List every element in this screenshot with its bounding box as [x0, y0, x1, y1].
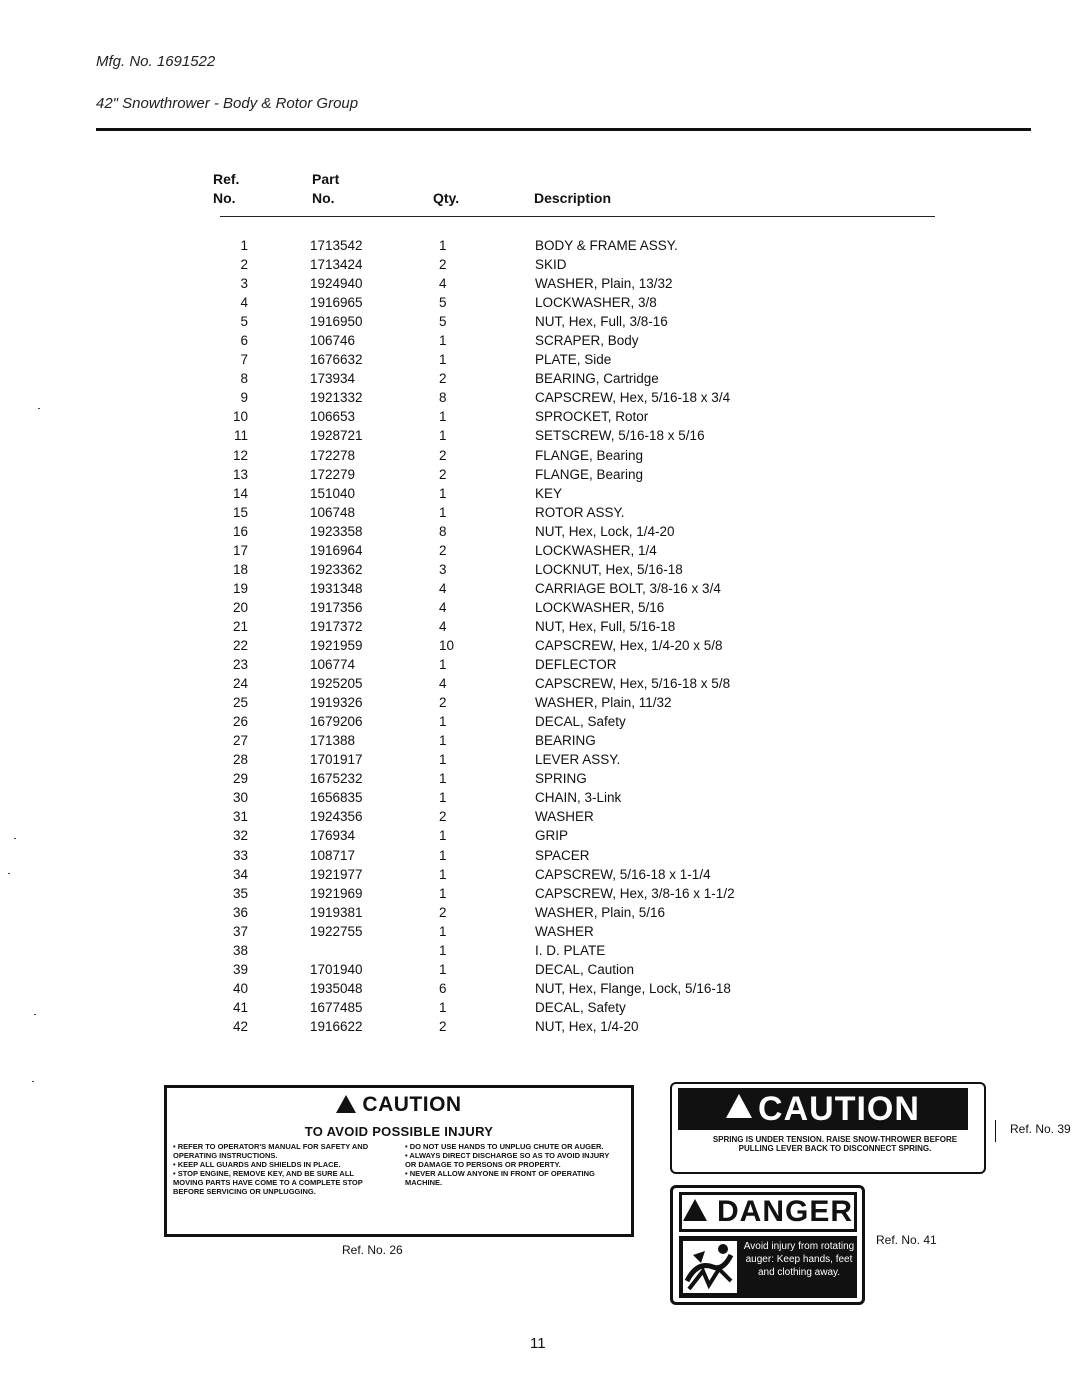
caution-right-column: [405, 1142, 617, 1187]
col-header-part-1: Part: [312, 171, 340, 187]
ref-cell: 5: [240, 314, 248, 330]
table-row: [210, 314, 810, 333]
ref-cell: 38: [232, 942, 248, 958]
ref-cell: 27: [232, 733, 248, 749]
qty-cell: 1: [439, 942, 447, 958]
scan-speck: [38, 408, 40, 409]
ref-cell: 18: [232, 561, 248, 577]
description-cell: CHAIN, 3-Link: [535, 790, 622, 806]
ref-cell: 8: [240, 371, 248, 387]
part-number-cell: 1916622: [310, 1018, 363, 1034]
table-row: [210, 657, 810, 676]
description-cell: SPRING: [535, 771, 587, 787]
col-header-ref-2: No.: [213, 190, 236, 206]
ref-cell: 32: [232, 828, 248, 844]
table-row: [210, 752, 810, 771]
description-cell: SETSCREW, 5/16-18 x 5/16: [535, 428, 705, 444]
part-number-cell: 1916950: [310, 314, 363, 330]
qty-cell: 1: [439, 790, 447, 806]
scan-speck: [34, 1014, 36, 1015]
qty-cell: 1: [439, 847, 447, 863]
qty-cell: 1: [439, 333, 447, 349]
qty-cell: 3: [439, 561, 447, 577]
ref-cell: 29: [232, 771, 248, 787]
scan-speck: [14, 838, 16, 839]
part-number-cell: 1677485: [310, 999, 363, 1015]
part-number-cell: 1923358: [310, 523, 363, 539]
table-row: [210, 600, 810, 619]
part-number-cell: 106653: [310, 409, 356, 425]
table-row: [210, 409, 810, 428]
qty-cell: 1: [439, 428, 447, 444]
part-number-cell: 1713424: [310, 257, 363, 273]
part-number-cell: 151040: [310, 485, 356, 501]
ref-cell: 14: [232, 485, 248, 501]
ref-cell: 23: [232, 657, 248, 673]
description-cell: CAPSCREW, 5/16-18 x 1-1/4: [535, 866, 711, 882]
warning-triangle-icon: [336, 1095, 356, 1113]
table-row: [210, 524, 810, 543]
table-row: [210, 352, 810, 371]
description-cell: LEVER ASSY.: [535, 752, 621, 768]
ref-cell: 16: [232, 523, 248, 539]
part-number-cell: 1935048: [310, 980, 363, 996]
description-cell: GRIP: [535, 828, 569, 844]
qty-cell: 2: [439, 1018, 447, 1034]
ref-cell: 26: [232, 714, 248, 730]
part-number-cell: 1679206: [310, 714, 363, 730]
description-cell: NUT, Hex, Lock, 1/4-20: [535, 523, 675, 539]
ref-cell: 4: [240, 295, 248, 311]
description-cell: NUT, Hex, 1/4-20: [535, 1018, 639, 1034]
part-number-cell: 1921969: [310, 885, 363, 901]
description-cell: FLANGE, Bearing: [535, 466, 644, 482]
table-row: [210, 428, 810, 447]
part-number-cell: 1917372: [310, 618, 363, 634]
part-number-cell: 1675232: [310, 771, 363, 787]
table-row: [210, 257, 810, 276]
page-title: 42" Snowthrower - Body & Rotor Group: [96, 95, 359, 112]
table-row: [210, 809, 810, 828]
table-row: [210, 486, 810, 505]
ref-cell: 28: [232, 752, 248, 768]
qty-cell: 4: [439, 580, 447, 596]
table-row: [210, 886, 810, 905]
ref-cell: 17: [232, 542, 248, 558]
table-row: [210, 619, 810, 638]
part-number-cell: 1676632: [310, 352, 363, 368]
description-cell: CAPSCREW, Hex, 3/8-16 x 1-1/2: [535, 885, 735, 901]
part-number-cell: 1701917: [310, 752, 363, 768]
qty-cell: 4: [439, 618, 447, 634]
description-cell: FLANGE, Bearing: [535, 447, 644, 463]
ref-cell: 42: [232, 1018, 248, 1034]
table-row: [210, 848, 810, 867]
qty-cell: 1: [439, 752, 447, 768]
caution-heading: CAUTION: [167, 1093, 631, 1117]
qty-cell: 2: [439, 466, 447, 482]
scan-speck: [8, 873, 10, 874]
table-row: [210, 943, 810, 962]
description-cell: BODY & FRAME ASSY.: [535, 238, 678, 253]
col-header-qty: Qty.: [433, 190, 460, 206]
description-cell: LOCKNUT, Hex, 5/16-18: [535, 561, 683, 577]
table-row: [210, 295, 810, 314]
table-row: [210, 581, 810, 600]
ref-cell: 31: [232, 809, 248, 825]
ref-cell: 30: [232, 790, 248, 806]
part-number-cell: 108717: [310, 847, 356, 863]
auger-hazard-icon: [683, 1241, 737, 1293]
caution-item: • STOP ENGINE, REMOVE KEY, AND BE SURE ALL MOVING PARTS HAVE COME TO A COMPLETE STOP BEFORE SERVICING OR UNPLUGGING.: [173, 1169, 363, 1196]
qty-cell: 1: [439, 733, 447, 749]
qty-cell: 6: [439, 980, 447, 996]
description-cell: LOCKWASHER, 3/8: [535, 295, 657, 311]
part-number-cell: 1922755: [310, 923, 363, 939]
ref-cell: 2: [240, 257, 248, 273]
table-row: [210, 1000, 810, 1019]
part-number-cell: 1923362: [310, 561, 363, 577]
col-header-part-2: No.: [312, 190, 335, 206]
description-cell: KEY: [535, 485, 563, 501]
table-row: [210, 562, 810, 581]
qty-cell: 2: [439, 257, 447, 273]
caution-left-column: [173, 1142, 385, 1196]
qty-cell: 1: [439, 504, 447, 520]
description-cell: WASHER, Plain, 5/16: [535, 904, 666, 920]
table-row: [210, 695, 810, 714]
table-row: [210, 390, 810, 409]
ref-cell: 36: [232, 904, 248, 920]
part-number-cell: 106774: [310, 657, 356, 673]
description-cell: WASHER, Plain, 11/32: [535, 695, 672, 711]
qty-cell: 1: [439, 961, 447, 977]
ref-cell: 6: [240, 333, 248, 349]
table-row: [210, 1019, 810, 1038]
danger-heading: DANGER: [679, 1192, 857, 1232]
table-row: [210, 467, 810, 486]
description-cell: BEARING: [535, 733, 596, 749]
qty-cell: 10: [439, 637, 455, 653]
ref-cell: 11: [233, 428, 248, 444]
qty-cell: 1: [439, 238, 447, 253]
description-cell: NUT, Hex, Flange, Lock, 5/16-18: [535, 980, 731, 996]
description-cell: CAPSCREW, Hex, 5/16-18 x 5/8: [535, 676, 731, 692]
col-header-ref-1: Ref.: [213, 171, 240, 187]
qty-cell: 8: [439, 390, 447, 406]
table-row: [210, 981, 810, 1000]
header-divider: [220, 216, 935, 217]
table-row: [210, 543, 810, 562]
qty-cell: 2: [439, 695, 447, 711]
parts-list: [210, 238, 810, 1038]
table-row: [210, 448, 810, 467]
table-row: [210, 867, 810, 886]
part-number-cell: 173934: [310, 371, 356, 387]
part-number-cell: 1921977: [310, 866, 363, 882]
table-row: [210, 371, 810, 390]
danger-decal-41: [670, 1185, 865, 1305]
ref-cell: 40: [232, 980, 248, 996]
ref-cell: 25: [232, 695, 248, 711]
part-number-cell: 1656835: [310, 790, 363, 806]
manufacturer-number: Mfg. No. 1691522: [96, 53, 216, 70]
description-cell: CARRIAGE BOLT, 3/8-16 x 3/4: [535, 580, 721, 596]
description-cell: DEFLECTOR: [535, 657, 617, 673]
part-number-cell: 106746: [310, 333, 356, 349]
part-number-cell: 171388: [310, 733, 356, 749]
caution-decal-26: [164, 1085, 634, 1237]
description-cell: NUT, Hex, Full, 5/16-18: [535, 618, 676, 634]
qty-cell: 4: [439, 599, 447, 615]
qty-cell: 4: [439, 276, 447, 292]
ref-cell: 3: [240, 276, 248, 292]
table-row: [210, 733, 810, 752]
description-cell: SKID: [535, 257, 567, 273]
qty-cell: 8: [439, 523, 447, 539]
warning-triangle-icon: [683, 1199, 707, 1221]
description-cell: LOCKWASHER, 1/4: [535, 542, 657, 558]
description-cell: SPACER: [535, 847, 590, 863]
page-number: 11: [530, 1335, 546, 1352]
part-number-cell: 106748: [310, 504, 356, 520]
ref-cell: 34: [232, 866, 248, 882]
ref-cell: 15: [232, 504, 248, 520]
qty-cell: 5: [439, 295, 447, 311]
table-row: [210, 924, 810, 943]
part-number-cell: 176934: [310, 828, 356, 844]
col-header-description: Description: [534, 190, 612, 206]
ref-cell: 24: [232, 676, 248, 692]
qty-cell: 2: [439, 542, 447, 558]
warning-triangle-icon: [726, 1094, 752, 1118]
ref-cell: 33: [232, 847, 248, 863]
ref-cell: 37: [232, 923, 248, 939]
description-cell: WASHER, Plain, 13/32: [535, 276, 673, 292]
ref-cell: 10: [232, 409, 248, 425]
part-number-cell: 1701940: [310, 961, 363, 977]
qty-cell: 1: [439, 771, 447, 787]
caution-item: • KEEP ALL GUARDS AND SHIELDS IN PLACE.: [173, 1160, 341, 1169]
ref-cell: 35: [232, 885, 248, 901]
top-divider: [96, 128, 1031, 131]
qty-cell: 2: [439, 371, 447, 387]
caution-item: • NEVER ALLOW ANYONE IN FRONT OF OPERATING MACHINE.: [405, 1169, 595, 1187]
part-number-cell: 1928721: [310, 428, 363, 444]
decal-ref-39: Ref. No. 39: [1010, 1122, 1071, 1136]
scan-speck: [32, 1081, 34, 1082]
part-number-cell: 1924940: [310, 276, 363, 292]
caution-spring-text: SPRING IS UNDER TENSION. RAISE SNOW-THROWER BEFORE PULLING LEVER BACK TO DISCONNECT SPRING.: [712, 1135, 958, 1153]
part-number-cell: 1924356: [310, 809, 363, 825]
danger-text: Avoid injury from rotating auger: Keep hands, feet and clothing away.: [743, 1241, 855, 1278]
caution-item: • ALWAYS DIRECT DISCHARGE SO AS TO AVOID INJURY OR DAMAGE TO PERSONS OR PROPERTY.: [405, 1151, 610, 1169]
part-number-cell: 1921332: [310, 390, 363, 406]
qty-cell: 1: [439, 714, 447, 730]
danger-body: [679, 1236, 857, 1298]
ref-cell: 20: [232, 599, 248, 615]
ref-cell: 12: [232, 447, 248, 463]
part-number-cell: 1916965: [310, 295, 363, 311]
description-cell: DECAL, Safety: [535, 714, 626, 730]
ref-cell: 19: [232, 580, 248, 596]
caution-item: • REFER TO OPERATOR'S MANUAL FOR SAFETY AND OPERATING INSTRUCTIONS.: [173, 1142, 369, 1160]
part-number-cell: 1921959: [310, 637, 363, 653]
qty-cell: 1: [439, 409, 447, 425]
caution-item: • DO NOT USE HANDS TO UNPLUG CHUTE OR AUGER.: [405, 1142, 604, 1151]
description-cell: DECAL, Safety: [535, 999, 626, 1015]
qty-cell: 1: [439, 657, 447, 673]
description-cell: LOCKWASHER, 5/16: [535, 599, 665, 615]
qty-cell: 1: [439, 828, 447, 844]
caution-banner: CAUTION: [678, 1088, 968, 1130]
qty-cell: 2: [439, 904, 447, 920]
decal-ref-41: Ref. No. 41: [876, 1233, 937, 1247]
table-row: [210, 905, 810, 924]
description-cell: DECAL, Caution: [535, 961, 635, 977]
qty-cell: 5: [439, 314, 447, 330]
ref-cell: 9: [240, 390, 248, 406]
part-number-cell: 172278: [310, 447, 356, 463]
table-row: [210, 505, 810, 524]
description-cell: PLATE, Side: [535, 352, 612, 368]
qty-cell: 2: [439, 447, 447, 463]
table-row: [210, 238, 810, 257]
part-number-cell: 172279: [310, 466, 356, 482]
part-number-cell: 1919381: [310, 904, 363, 920]
part-number-cell: 1919326: [310, 695, 363, 711]
ref-cell: 7: [240, 352, 248, 368]
caution-subheading: TO AVOID POSSIBLE INJURY: [304, 1124, 494, 1139]
qty-cell: 1: [439, 866, 447, 882]
description-cell: SPROCKET, Rotor: [535, 409, 649, 425]
decal-ref-26: Ref. No. 26: [342, 1243, 403, 1257]
description-cell: I. D. PLATE: [535, 942, 606, 958]
qty-cell: 1: [439, 352, 447, 368]
caution-decal-39: [670, 1082, 986, 1174]
ref-cell: 13: [232, 466, 248, 482]
qty-cell: 1: [439, 923, 447, 939]
description-cell: CAPSCREW, Hex, 5/16-18 x 3/4: [535, 390, 731, 406]
description-cell: NUT, Hex, Full, 3/8-16: [535, 314, 668, 330]
part-number-cell: 1713542: [310, 238, 363, 253]
qty-cell: 2: [439, 809, 447, 825]
part-number-cell: 1925205: [310, 676, 363, 692]
description-cell: WASHER: [535, 923, 594, 939]
description-cell: CAPSCREW, Hex, 1/4-20 x 5/8: [535, 637, 723, 653]
part-number-cell: 1916964: [310, 542, 363, 558]
description-cell: SCRAPER, Body: [535, 333, 639, 349]
table-row: [210, 828, 810, 847]
qty-cell: 1: [439, 885, 447, 901]
description-cell: WASHER: [535, 809, 594, 825]
table-row: [210, 962, 810, 981]
table-row: [210, 714, 810, 733]
table-row: [210, 333, 810, 352]
ref-cell: 39: [232, 961, 248, 977]
qty-cell: 1: [439, 999, 447, 1015]
ref-cell: 41: [232, 999, 248, 1015]
qty-cell: 4: [439, 676, 447, 692]
qty-cell: 1: [439, 485, 447, 501]
ref-cell: 1: [240, 238, 248, 253]
table-row: [210, 676, 810, 695]
table-row: [210, 276, 810, 295]
description-cell: BEARING, Cartridge: [535, 371, 659, 387]
ref-cell: 21: [232, 618, 248, 634]
table-row: [210, 790, 810, 809]
decal-39-bracket: [995, 1120, 996, 1142]
table-row: [210, 771, 810, 790]
part-number-cell: 1917356: [310, 599, 363, 615]
description-cell: ROTOR ASSY.: [535, 504, 625, 520]
table-row: [210, 638, 810, 657]
ref-cell: 22: [232, 637, 248, 653]
part-number-cell: 1931348: [310, 580, 363, 596]
